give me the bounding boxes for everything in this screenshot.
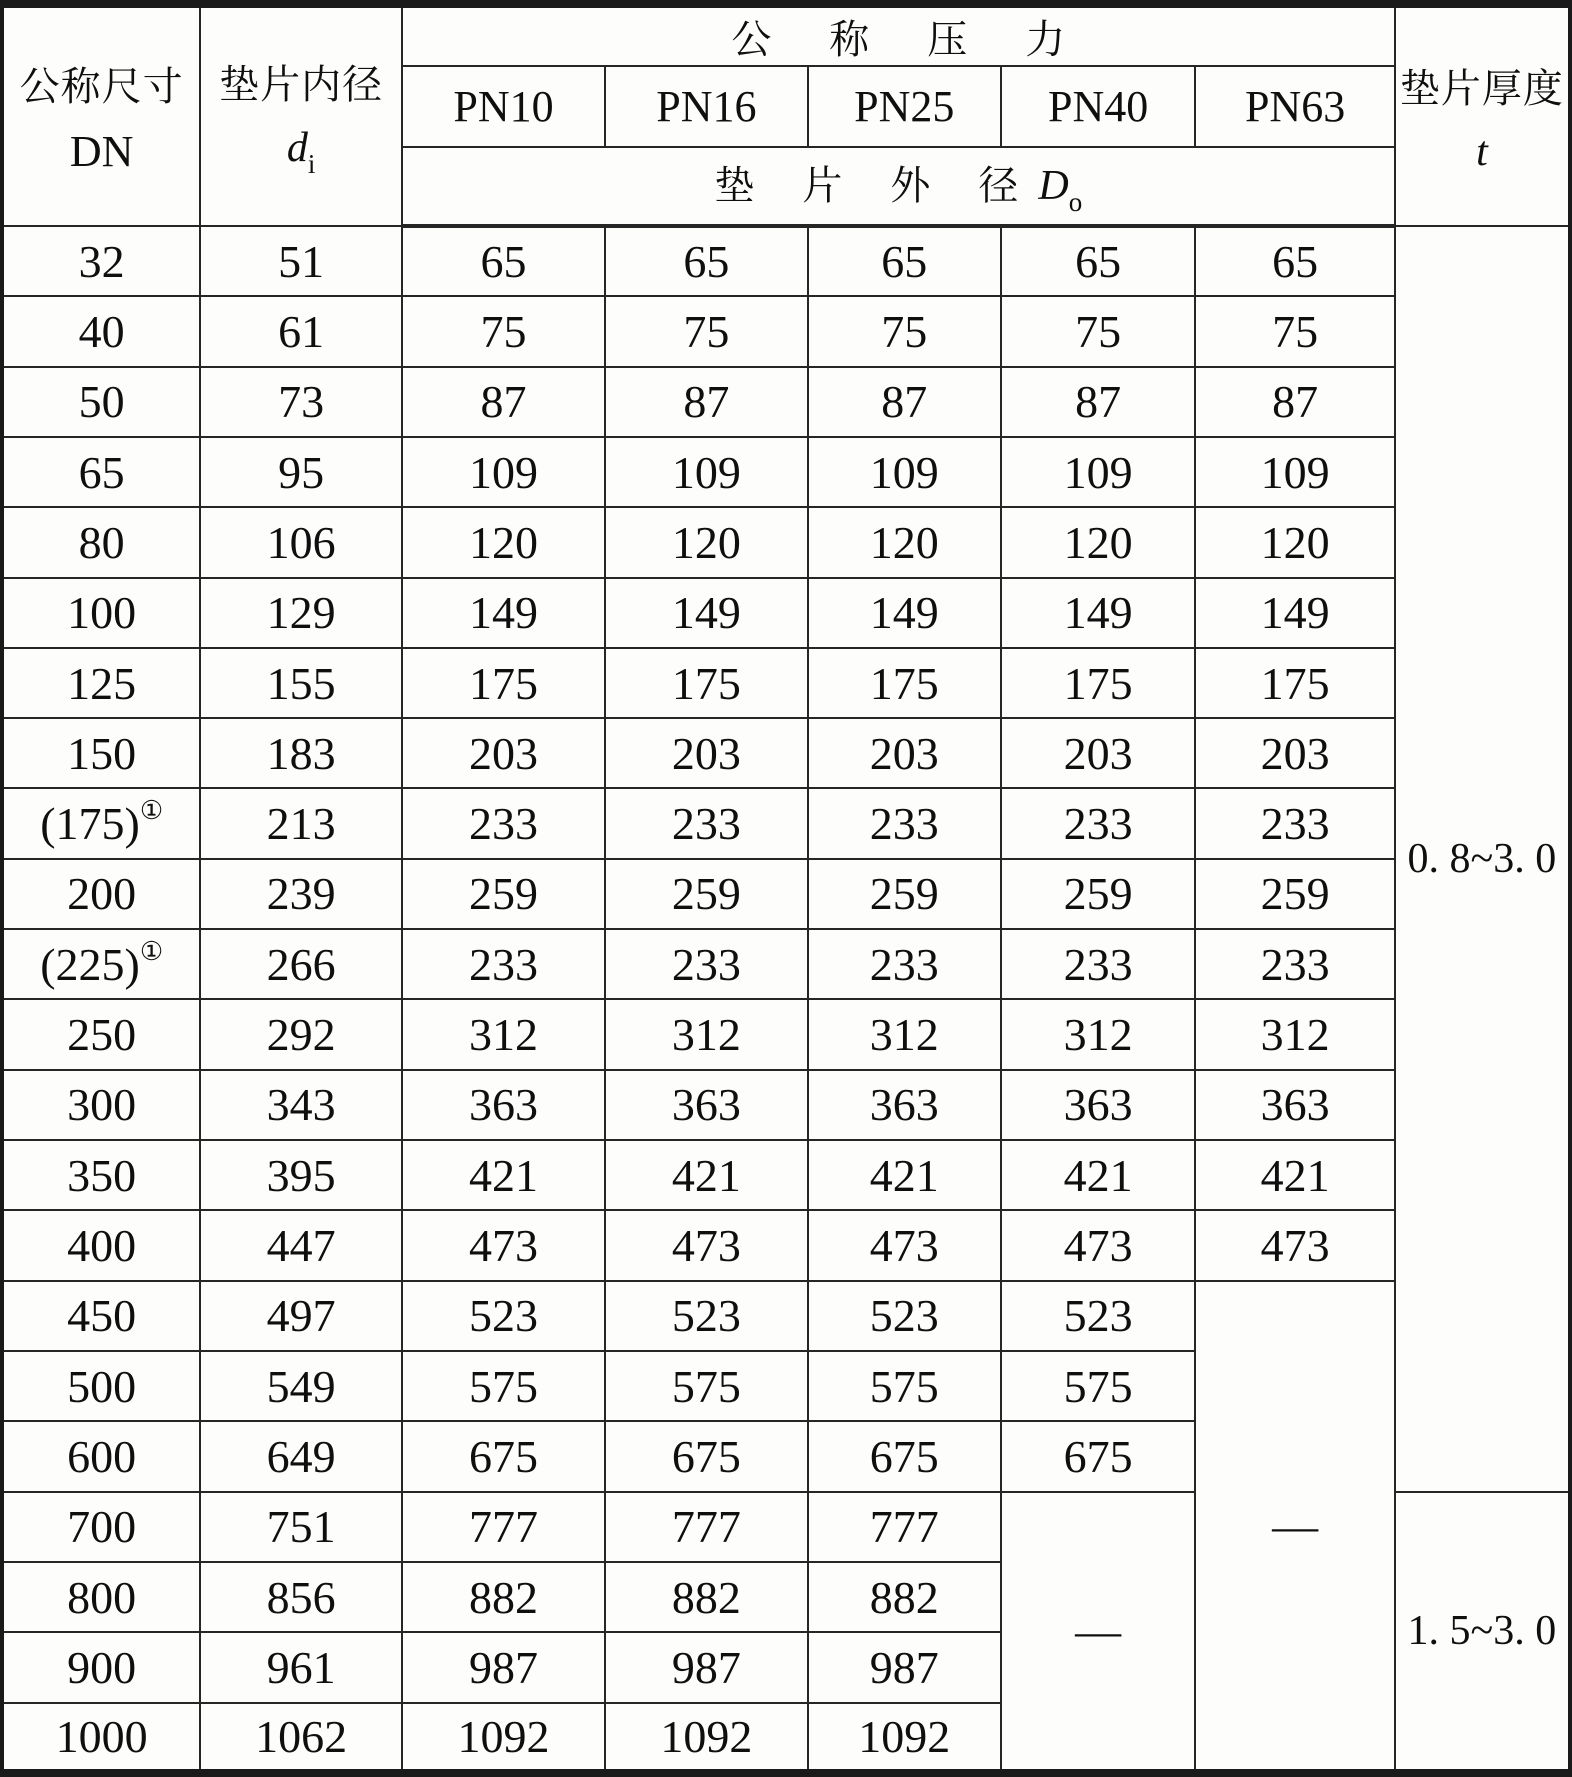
cell-pn25: 575	[808, 1351, 1001, 1421]
cell-pn16: 109	[605, 437, 807, 507]
cell-di: 961	[200, 1632, 401, 1702]
cell-dn: 450	[2, 1281, 200, 1351]
table-row	[2, 507, 1570, 577]
cell-dn: 100	[2, 578, 200, 648]
cell-di: 73	[200, 367, 401, 437]
cell-pn25: 65	[808, 226, 1001, 296]
cell-pn63: 175	[1195, 648, 1394, 718]
cell-pn16: 233	[605, 929, 807, 999]
cell-dn: 350	[2, 1140, 200, 1210]
cell-pn63: 473	[1195, 1210, 1394, 1280]
cell-pn10: 75	[402, 296, 605, 366]
table-row	[2, 1140, 1570, 1210]
cell-pn16: 149	[605, 578, 807, 648]
cell-pn10: 87	[402, 367, 605, 437]
cell-di: 61	[200, 296, 401, 366]
cell-pn25: 233	[808, 929, 1001, 999]
cell-pn16: 523	[605, 1281, 807, 1351]
header-nominal-size-cn: 公称尺寸	[19, 64, 184, 110]
footnote-mark: ①	[139, 936, 164, 966]
cell-pn63: 312	[1195, 999, 1394, 1069]
cell-pn10: 882	[402, 1562, 605, 1632]
cell-pn16: 363	[605, 1070, 807, 1140]
cell-pn40: 120	[1001, 507, 1195, 577]
cell-pn25: 421	[808, 1140, 1001, 1210]
header-nominal-pressure: 公 称 压 力	[402, 4, 1395, 66]
cell-pn16: 120	[605, 507, 807, 577]
cell-pn10: 575	[402, 1351, 605, 1421]
cell-di: 649	[200, 1421, 401, 1491]
cell-pn10: 233	[402, 929, 605, 999]
cell-pn63: 65	[1195, 226, 1394, 296]
cell-pn63: 203	[1195, 718, 1394, 788]
cell-pn10: 149	[402, 578, 605, 648]
cell-pn40: 149	[1001, 578, 1195, 648]
header-pn10: PN10	[402, 66, 605, 146]
cell-pn16: 473	[605, 1210, 807, 1280]
cell-dn: 700	[2, 1492, 200, 1562]
cell-thickness-lower: 1. 5~3. 0	[1395, 1492, 1570, 1773]
cell-pn25: 203	[808, 718, 1001, 788]
cell-pn16: 87	[605, 367, 807, 437]
cell-pn25: 312	[808, 999, 1001, 1069]
table-row	[2, 367, 1570, 437]
cell-dn: 500	[2, 1351, 200, 1421]
cell-pn16: 1092	[605, 1703, 807, 1773]
cell-dn: 80	[2, 507, 200, 577]
cell-pn25: 777	[808, 1492, 1001, 1562]
cell-pn40: 203	[1001, 718, 1195, 788]
cell-pn25: 363	[808, 1070, 1001, 1140]
cell-pn16: 777	[605, 1492, 807, 1562]
cell-di: 155	[200, 648, 401, 718]
cell-pn40-not-applicable: —	[1001, 1492, 1195, 1773]
cell-pn40: 259	[1001, 859, 1195, 929]
header-inner-diameter-symbol: di	[286, 124, 316, 179]
cell-pn25: 675	[808, 1421, 1001, 1491]
cell-pn63: 120	[1195, 507, 1394, 577]
cell-di: 183	[200, 718, 401, 788]
table-row	[2, 1070, 1570, 1140]
cell-pn63: 233	[1195, 788, 1394, 858]
cell-pn10: 675	[402, 1421, 605, 1491]
cell-pn25: 523	[808, 1281, 1001, 1351]
table-row	[2, 1210, 1570, 1280]
cell-dn: 300	[2, 1070, 200, 1140]
cell-dn: 200	[2, 859, 200, 929]
cell-di: 343	[200, 1070, 401, 1140]
header-outer-diameter-symbol: D	[1038, 162, 1069, 209]
cell-pn10: 421	[402, 1140, 605, 1210]
cell-di: 856	[200, 1562, 401, 1632]
cell-di: 266	[200, 929, 401, 999]
cell-pn16: 575	[605, 1351, 807, 1421]
cell-di: 95	[200, 437, 401, 507]
cell-pn25: 75	[808, 296, 1001, 366]
cell-pn16: 421	[605, 1140, 807, 1210]
header-nominal-size	[2, 4, 200, 226]
cell-dn: 250	[2, 999, 200, 1069]
cell-pn10: 233	[402, 788, 605, 858]
cell-di: 497	[200, 1281, 401, 1351]
cell-dn: 125	[2, 648, 200, 718]
cell-pn25: 149	[808, 578, 1001, 648]
cell-pn10: 120	[402, 507, 605, 577]
cell-pn16: 312	[605, 999, 807, 1069]
cell-di: 129	[200, 578, 401, 648]
header-thickness-symbol: t	[1476, 128, 1488, 175]
cell-pn10: 777	[402, 1492, 605, 1562]
table-row	[2, 788, 1570, 858]
cell-pn63: 421	[1195, 1140, 1394, 1210]
header-inner-diameter-cn: 垫片内径	[219, 61, 384, 107]
cell-pn40: 421	[1001, 1140, 1195, 1210]
cell-dn: 900	[2, 1632, 200, 1702]
table-row	[2, 859, 1570, 929]
header-outer-diameter	[402, 147, 1395, 226]
table-row	[2, 226, 1570, 296]
cell-pn63-not-applicable: —	[1195, 1281, 1394, 1773]
cell-di: 1062	[200, 1703, 401, 1773]
cell-pn63: 233	[1195, 929, 1394, 999]
cell-pn10: 473	[402, 1210, 605, 1280]
header-pn40: PN40	[1001, 66, 1195, 146]
cell-dn: (175)①	[2, 788, 200, 858]
cell-pn10: 987	[402, 1632, 605, 1702]
cell-pn40: 575	[1001, 1351, 1195, 1421]
cell-di: 239	[200, 859, 401, 929]
cell-pn10: 1092	[402, 1703, 605, 1773]
cell-pn16: 65	[605, 226, 807, 296]
table-row	[2, 296, 1570, 366]
cell-pn10: 259	[402, 859, 605, 929]
cell-pn25: 109	[808, 437, 1001, 507]
cell-dn: (225)①	[2, 929, 200, 999]
cell-pn40: 233	[1001, 929, 1195, 999]
header-nominal-size-dn: DN	[69, 127, 134, 177]
cell-pn10: 312	[402, 999, 605, 1069]
cell-pn63: 363	[1195, 1070, 1394, 1140]
cell-pn25: 473	[808, 1210, 1001, 1280]
cell-pn63: 109	[1195, 437, 1394, 507]
table-row	[2, 648, 1570, 718]
cell-pn16: 987	[605, 1632, 807, 1702]
cell-pn25: 175	[808, 648, 1001, 718]
cell-thickness-upper: 0. 8~3. 0	[1395, 226, 1570, 1492]
cell-pn40: 312	[1001, 999, 1195, 1069]
cell-di: 292	[200, 999, 401, 1069]
table-row	[2, 1281, 1570, 1351]
table-row	[2, 929, 1570, 999]
cell-pn10: 203	[402, 718, 605, 788]
header-thickness-cn: 垫片厚度	[1399, 65, 1564, 111]
cell-pn10: 65	[402, 226, 605, 296]
cell-dn: 40	[2, 296, 200, 366]
header-row-1	[2, 4, 1570, 66]
cell-di: 106	[200, 507, 401, 577]
cell-pn16: 233	[605, 788, 807, 858]
table-row	[2, 999, 1570, 1069]
cell-pn40: 523	[1001, 1281, 1195, 1351]
cell-pn25: 1092	[808, 1703, 1001, 1773]
cell-di: 447	[200, 1210, 401, 1280]
header-thickness	[1395, 4, 1570, 226]
cell-pn25: 233	[808, 788, 1001, 858]
cell-pn16: 75	[605, 296, 807, 366]
cell-pn10: 363	[402, 1070, 605, 1140]
cell-pn40: 65	[1001, 226, 1195, 296]
cell-pn16: 175	[605, 648, 807, 718]
cell-pn40: 75	[1001, 296, 1195, 366]
cell-pn16: 203	[605, 718, 807, 788]
header-pn16: PN16	[605, 66, 807, 146]
cell-pn40: 473	[1001, 1210, 1195, 1280]
cell-dn: 65	[2, 437, 200, 507]
cell-dn: 32	[2, 226, 200, 296]
cell-pn10: 523	[402, 1281, 605, 1351]
cell-dn: 400	[2, 1210, 200, 1280]
table-row	[2, 718, 1570, 788]
header-pn63: PN63	[1195, 66, 1394, 146]
cell-pn10: 175	[402, 648, 605, 718]
cell-pn40: 109	[1001, 437, 1195, 507]
cell-pn40: 87	[1001, 367, 1195, 437]
cell-dn: 150	[2, 718, 200, 788]
cell-pn25: 87	[808, 367, 1001, 437]
header-pn25: PN25	[808, 66, 1001, 146]
cell-pn63: 87	[1195, 367, 1394, 437]
cell-pn16: 882	[605, 1562, 807, 1632]
header-outer-diameter-symbol-sub: o	[1068, 186, 1083, 217]
cell-dn: 600	[2, 1421, 200, 1491]
cell-pn25: 120	[808, 507, 1001, 577]
header-inner-diameter	[200, 4, 401, 226]
cell-pn40: 363	[1001, 1070, 1195, 1140]
header-outer-diameter-cn: 垫 片 外 径	[714, 162, 1019, 208]
cell-pn63: 149	[1195, 578, 1394, 648]
cell-pn63: 75	[1195, 296, 1394, 366]
cell-dn: 1000	[2, 1703, 200, 1773]
cell-di: 395	[200, 1140, 401, 1210]
cell-pn25: 882	[808, 1562, 1001, 1632]
cell-pn10: 109	[402, 437, 605, 507]
cell-di: 549	[200, 1351, 401, 1421]
cell-pn63: 259	[1195, 859, 1394, 929]
cell-di: 751	[200, 1492, 401, 1562]
cell-pn25: 259	[808, 859, 1001, 929]
cell-pn40: 675	[1001, 1421, 1195, 1491]
footnote-mark: ①	[139, 796, 164, 826]
cell-di: 51	[200, 226, 401, 296]
table-row	[2, 578, 1570, 648]
cell-di: 213	[200, 788, 401, 858]
cell-dn: 50	[2, 367, 200, 437]
cell-pn25: 987	[808, 1632, 1001, 1702]
cell-pn16: 675	[605, 1421, 807, 1491]
cell-pn40: 233	[1001, 788, 1195, 858]
table-row	[2, 437, 1570, 507]
cell-dn: 800	[2, 1562, 200, 1632]
cell-pn16: 259	[605, 859, 807, 929]
cell-pn40: 175	[1001, 648, 1195, 718]
